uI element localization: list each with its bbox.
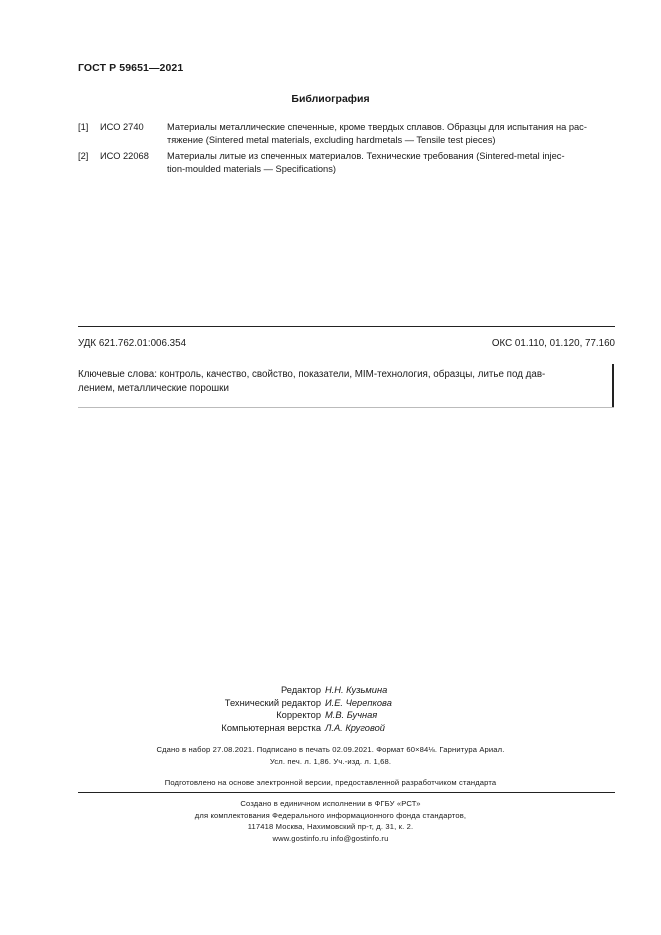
entry-description-line: tion-moulded materials — Specifications) <box>167 163 336 174</box>
source-note: Подготовлено на основе электронной версии, предоставленной разработчиком стандарта <box>164 778 497 787</box>
staff-name: Л.А. Круговой <box>325 722 385 733</box>
keywords-bottom-divider <box>78 407 614 408</box>
entry-code: ИСО 22068 <box>100 151 149 161</box>
staff-row <box>0 709 661 722</box>
keywords-line: Ключевые слова: контроль, качество, свойство, показатели, MIM-технология, образцы, литье под дав- <box>78 369 546 380</box>
entry-description <box>167 150 616 175</box>
publisher-line: для комплектования Федерального информационного фонда стандартов, <box>194 810 467 820</box>
staff-role: Компьютерная верстка <box>221 722 321 733</box>
staff-role: Редактор <box>280 685 321 695</box>
entry-description-line: тяжение (Sintered metal materials, excluding hardmetals — Tensile test pieces) <box>167 134 496 145</box>
entry-number: [2] <box>78 151 89 161</box>
publisher-contacts: www.gostinfo.ru info@gostinfo.ru <box>272 833 389 843</box>
bibliography-entry <box>78 150 616 176</box>
staff-role: Корректор <box>276 710 321 720</box>
staff-name: Н.Н. Кузьмина <box>325 685 388 695</box>
entry-description-line: Материалы литые из спеченных материалов. Технические требования (Sintered-metal injec- <box>167 151 565 161</box>
publisher-info <box>0 798 661 844</box>
publisher-line: Создано в единичном исполнении в ФГБУ «РСТ» <box>240 799 421 808</box>
entry-description-line: Материалы металлические спеченные, кроме твердых сплавов. Образцы для испытания на рас- <box>167 122 587 132</box>
bibliography-entry <box>78 121 616 147</box>
staff-name: М.В. Бучная <box>325 710 378 720</box>
entry-code: ИСО 2740 <box>100 122 144 132</box>
print-sheets: Усл. печ. л. 1,86. Уч.-изд. л. 1,68. <box>269 757 392 766</box>
oks-code: ОКС 01.110, 01.120, 77.160 <box>491 338 615 349</box>
bibliography-title: Библиография <box>291 93 370 105</box>
staff-row <box>0 697 661 710</box>
staff-name: И.Е. Черепкова <box>325 697 392 708</box>
staff-row <box>0 684 661 697</box>
editorial-staff <box>0 684 661 734</box>
keywords-border <box>612 364 614 407</box>
publisher-address: 117418 Москва, Нахимовский пр-т, д. 31, к. 2. <box>247 822 414 831</box>
staff-row <box>0 722 661 735</box>
staff-role: Технический редактор <box>224 697 321 708</box>
section-divider <box>78 326 615 327</box>
keywords-line: лением, металлические порошки <box>78 383 229 394</box>
standard-number: ГОСТ Р 59651—2021 <box>78 62 184 74</box>
print-details: Сдано в набор 27.08.2021. Подписано в печать 02.09.2021. Формат 60×84⅛. Гарнитура Ариал. <box>156 745 505 754</box>
footer-divider <box>78 792 615 793</box>
udk-code: УДК 621.762.01:006.354 <box>78 338 187 349</box>
entry-description <box>167 121 616 146</box>
keywords <box>78 368 608 396</box>
entry-number: [1] <box>78 122 89 132</box>
